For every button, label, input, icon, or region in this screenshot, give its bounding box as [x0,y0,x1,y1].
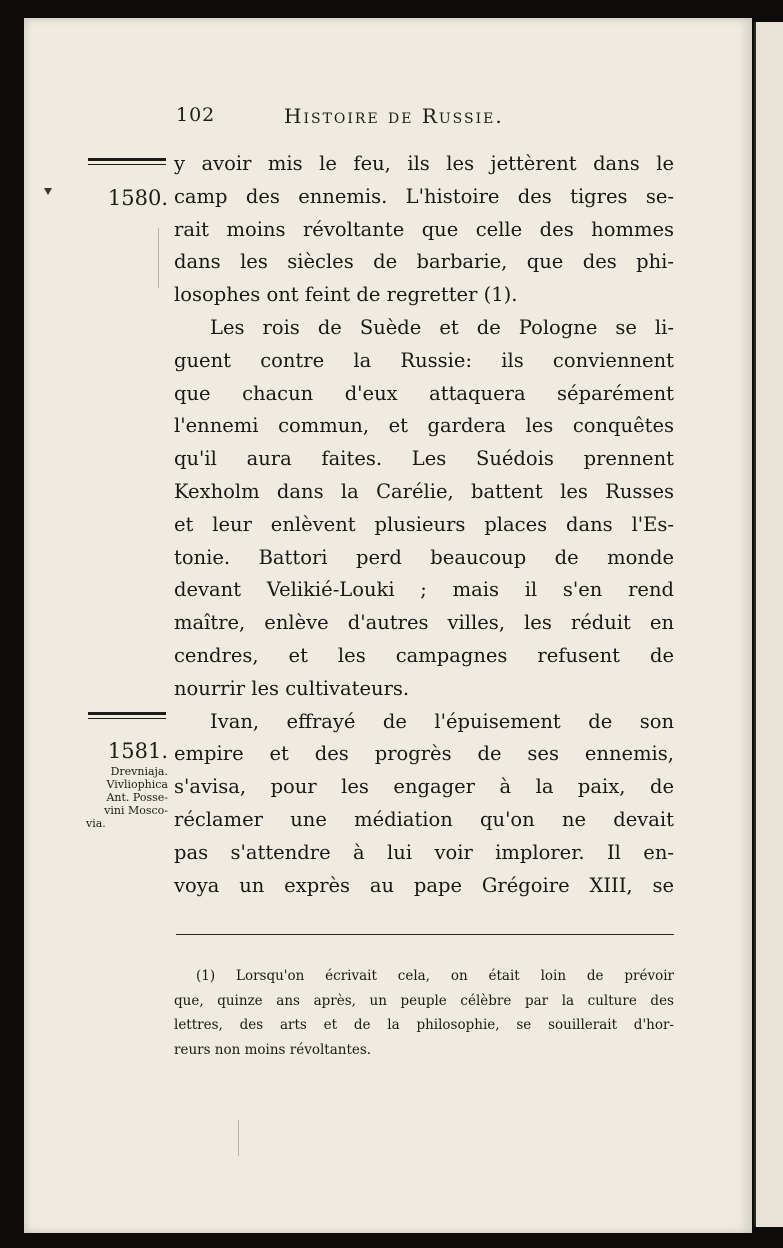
body-text [174,148,674,902]
margin-year: 1581. [107,739,168,763]
margin-rule [88,158,166,165]
margin-rule [88,712,166,719]
text-line: pas s'attendre à lui voir implorer. Il en- [174,840,674,864]
text-line: empire et des progrès de ses ennemis, [174,742,674,766]
paragraph [174,312,674,706]
text-line: cendres, et les campagnes refusent de [174,643,674,667]
next-page-edge [754,22,783,1227]
footnote-line: (1) Lorsqu'on écrivait cela, on était loin de prévoir [196,968,674,984]
sidenote-line: vini Mosco- [104,804,168,817]
paragraph [174,706,674,903]
text-line: y avoir mis le feu, ils les jettèrent dans le [174,152,674,175]
text-line: rait moins révoltante que celle des hommes [174,217,674,241]
sidenote-line: Vivliophica [106,778,168,791]
text-line: Les rois de Suède et de Pologne se li- [210,315,674,339]
footnote [174,964,674,1062]
text-line: nourrir les cultivateurs. [174,676,410,700]
footnote-line: lettres, des arts et de la philosophie, se souillerait d'hor- [174,1017,674,1033]
page-number: 102 [176,104,216,126]
margin-arrow-icon [44,188,52,195]
footnote-divider [176,934,674,935]
footnote-line: que, quinze ans après, un peuple célèbre par la culture des [174,992,674,1009]
footnote-line: reurs non moins révoltantes. [174,1041,372,1058]
running-head [176,104,556,134]
text-line: guent contre la Russie: ils conviennent [174,348,674,372]
text-line: maître, enlève d'autres villes, les réduit en [174,611,674,635]
text-line: Kexholm dans la Carélie, battent les Russes [174,479,674,503]
margin-year: 1580. [107,186,168,210]
text-line: devant Velikié-Louki ; mais il s'en rend [174,578,674,602]
sidenote-line: via. [86,817,106,830]
text-line: réclamer une médiation qu'on ne devait [174,807,674,831]
sidenote-line: Drevniaja. [110,765,168,778]
text-line: et leur enlèvent plusieurs places dans l'Es- [174,512,674,536]
text-line: Ivan, effrayé de l'épuisement de son [210,709,674,733]
pencil-mark [158,228,159,288]
text-line: tonie. Battori perd beaucoup de monde [174,545,674,569]
text-line: voya un exprès au pape Grégoire XIII, se [174,873,674,897]
sidenote-line: Ant. Posse- [106,791,168,804]
text-line: qu'il aura faites. Les Suédois prennent [174,447,674,471]
running-title: Histoire de Russie. [284,104,504,128]
text-line: dans les siècles de barbarie, que des phi- [174,250,674,274]
text-line: s'avisa, pour les engager à la paix, de [174,775,674,799]
paragraph [174,148,674,312]
pencil-mark [238,1120,239,1156]
text-line: losophes ont feint de regretter (1). [174,283,518,307]
text-line: camp des ennemis. L'histoire des tigres se- [174,184,674,208]
text-line: l'ennemi commun, et gardera les conquêtes [174,414,674,438]
text-line: que chacun d'eux attaquera séparément [174,381,674,405]
margin-sidenote [86,765,168,830]
